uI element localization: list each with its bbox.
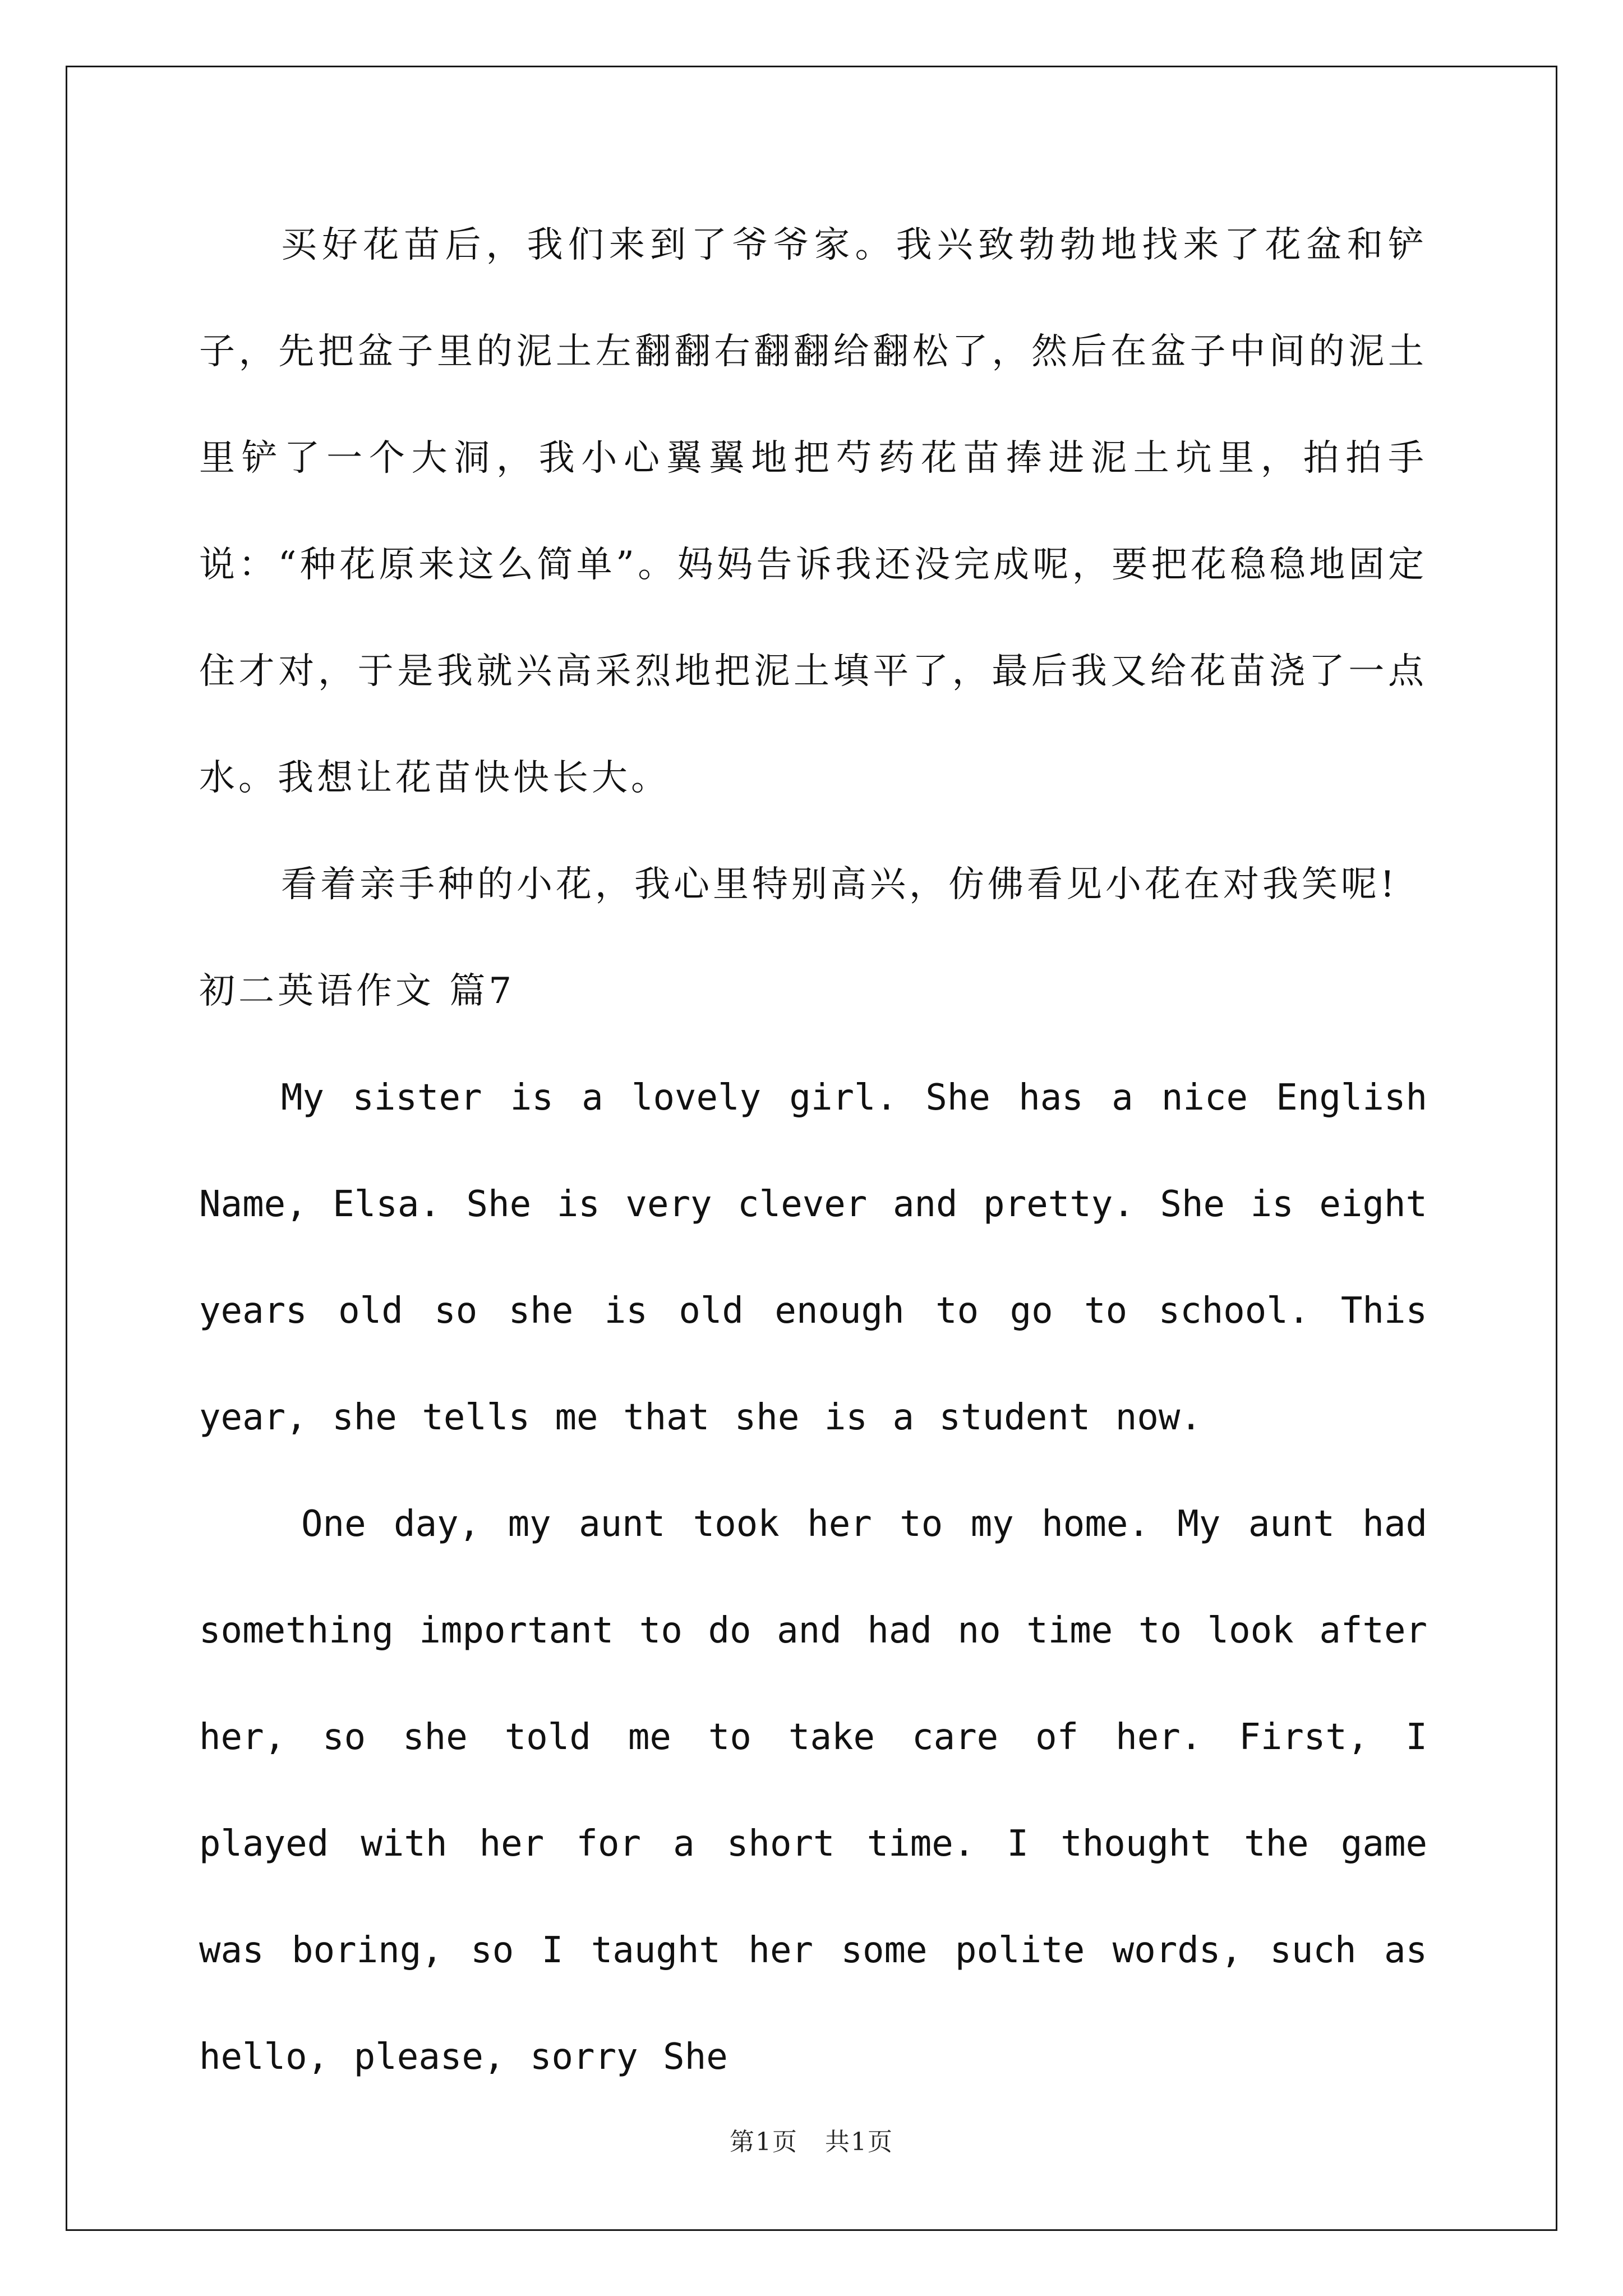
section-heading: 初二英语作文 篇7: [199, 970, 515, 1012]
paragraph-happy: 看着亲手种的小花，我心里特别高兴，仿佛看见小花在对我笑呢!: [281, 864, 1398, 905]
page-number: 第1页: [730, 2128, 798, 2156]
paragraph-planting: 买好花苗后，我们来到了爷爷家。我兴致勃勃地找来了花盆和铲子，先把盆子里的泥土左翻翻右翻翻给翻松了，然后在盆子中间的泥土里铲了一个大洞，我小心翼翼地把芍药花苗捧进泥土坑里，拍拍手说：“种花原来这么简单”。妈妈告诉我还没完成呢，要把花稳稳地固定住才对，于是我就兴高采烈地把泥土填平了，最后我又给花苗浇了一点水。我想让花苗快快长大。: [199, 224, 1427, 799]
page-total: 共1页: [825, 2128, 893, 2156]
page-footer: [0, 2122, 1623, 2157]
paragraph-aunt: One day, my aunt took her to my home. My aunt had something important to do and had no time to look after her, so she told me to take care of her. First, I played with her for a short time. I thought the game was boring, so I taught her some polite words, such as hello, please, sorry She: [199, 1503, 1427, 2078]
paragraph-sister: My sister is a lovely girl. She has a nice English Name, Elsa. She is very clever and pretty. She is eight years old so she is old enough to go to school. This year, she tells me that she is a student now.: [199, 1077, 1427, 1438]
